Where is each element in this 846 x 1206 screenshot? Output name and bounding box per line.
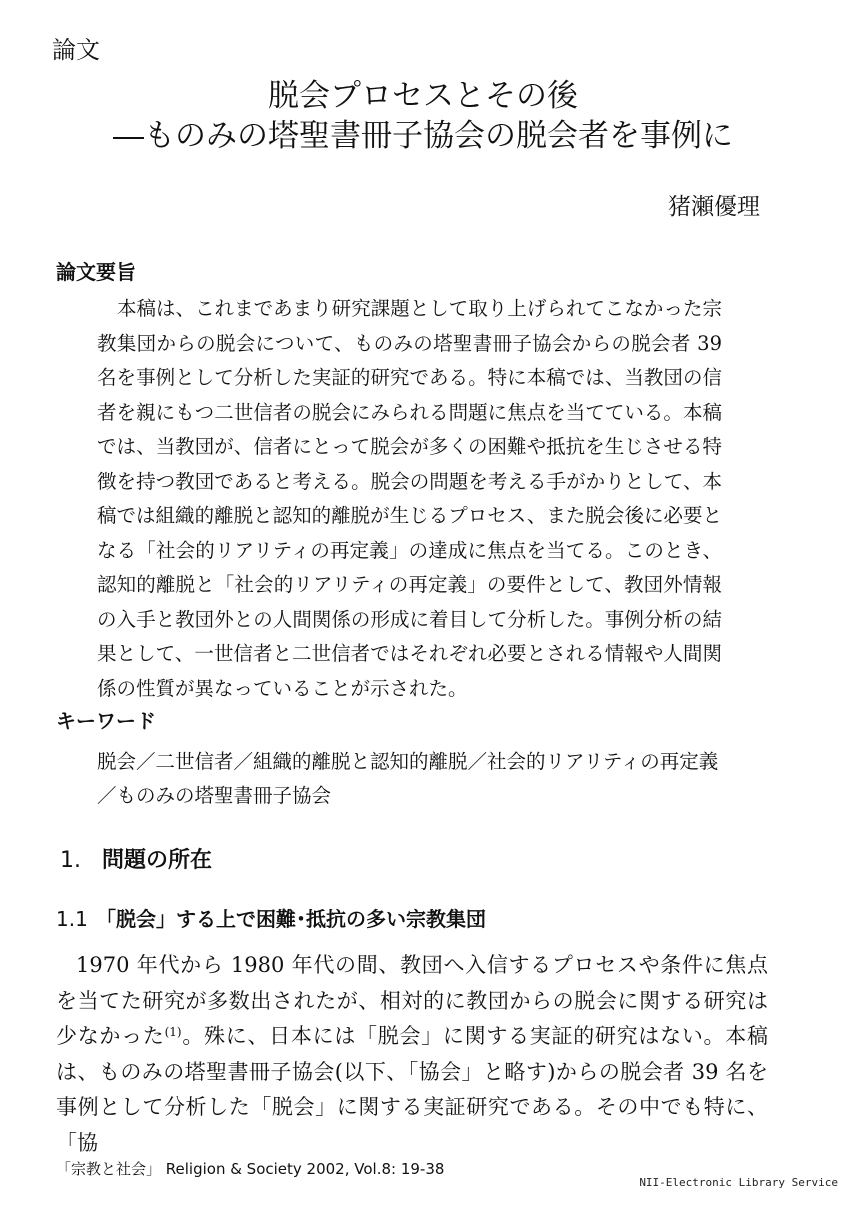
title-line-1: 脱会プロセスとその後 (268, 78, 578, 114)
section-1-1-paragraph (56, 948, 768, 1161)
article-type-label: 論文 (52, 36, 100, 64)
footnote-marker[interactable]: (1) (164, 1025, 182, 1039)
section-1-1-title: 「脱会」する上で困難･抵抗の多い宗教集団 (96, 907, 486, 931)
keywords-heading: キーワード (56, 709, 156, 733)
section-1-title: 問題の所在 (102, 848, 213, 873)
section-1-number: 1. (60, 848, 81, 873)
title-line-2: ―ものみの塔聖書冊子協会の脱会者を事例に (113, 118, 733, 154)
keywords-text: 脱会／二世信者／組織的離脱と認知的離脱／社会的リアリティの再定義／ものみの塔聖書冊子協会 (97, 750, 719, 807)
author-name: 猪瀬優理 (668, 194, 760, 220)
paragraph-text-part-1: 1970 年代から 1980 年代の間、教団へ入信するプロセスや条件に焦点を当てた研究が多数出されたが、相対的に教団からの脱会に関する研究は少なかった (56, 953, 768, 1048)
abstract-heading: 論文要旨 (56, 260, 136, 284)
journal-footer: 「宗教と社会」 Religion & Society 2002, Vol.8: 19-38 (56, 1160, 445, 1178)
abstract-text: 本稿は、これまであまり研究課題として取り上げられてこなかった宗教集団からの脱会について、ものみの塔聖書冊子協会からの脱会者 39 名を事例として分析した実証的研究である。特に本稿では、当教団の信者を親にもつ二世信者の脱会にみられる問題に焦点を当てている。本稿では、当教団が、信者にとって脱会が多くの困難や抵抗を生じさせる特徴を持つ教団であると考える。脱会の問題を考える手がかりとして、本稿では組織的離脱と認知的離脱が生じるプロセス、また脱会後に必要となる「社会的リアリティの再定義」の達成に焦点を当てる。このとき、認知的離脱と「社会的リアリティの再定義」の要件として、教団外情報の入手と教団外との人間関係の形成に着目して分析した。事例分析の結果として、一世信者と二世信者ではそれぞれ必要とされる情報や人間関係の性質が異なっていることが示された。 (97, 297, 722, 700)
section-1-1-number: 1.1 (56, 907, 88, 931)
nii-watermark: NII-Electronic Library Service (639, 1176, 838, 1189)
section-1-1-heading (56, 903, 486, 932)
section-1-heading (60, 843, 212, 874)
paragraph-text-part-2: 。殊に、日本には「脱会」に関する実証的研究はない。本稿は、ものみの塔聖書冊子協会(以下、「協会」と略す)からの脱会者 39 名を事例として分析した「脱会」に関する実証研究である。その中でも特に、「協 (56, 1024, 768, 1155)
